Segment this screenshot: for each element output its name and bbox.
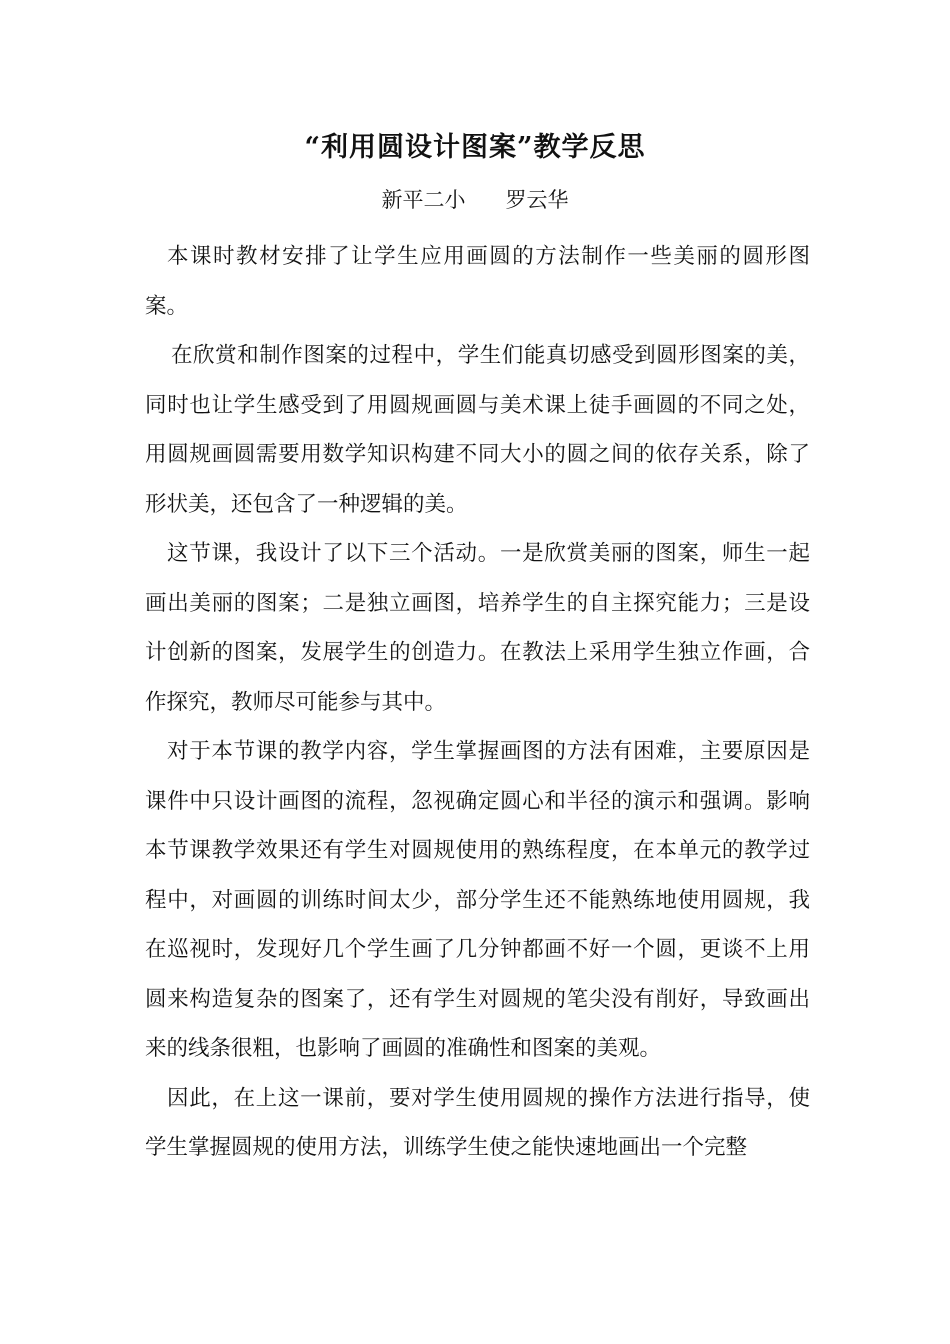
paragraph-1: 本课时教材安排了让学生应用画圆的方法制作一些美丽的圆形图案。	[145, 244, 810, 319]
paragraph-4: 对于本节课的教学内容，学生掌握画图的方法有困难，主要原因是课件中只设计画图的流程，忽视确定圆心和半径的演示和强调。影响本节课教学效果还有学生对圆规使用的熟练程度，在本单元的教学过程中，对画圆的训练时间太少，部分学生还不能熟练地使用圆规，我在巡视时，发现好几个学生画了几分钟都画不好一个圆，更谈不上用圆来构造复杂的图案了，还有学生对圆规的笔尖没有削好，导致画出来的线条很粗，也影响了画圆的准确性和图案的美观。	[145, 739, 810, 1061]
paragraph-2: 在欣赏和制作图案的过程中，学生们能真切感受到圆形图案的美，同时也让学生感受到了用圆规画圆与美术课上徒手画圆的不同之处，用圆规画圆需要用数学知识构建不同大小的圆之间的依存关系，除了形状美，还包含了一种逻辑的美。	[145, 343, 810, 517]
document-author: 新平二小 罗云华	[381, 188, 569, 212]
document-title: “利用圆设计图案”教学反思	[304, 132, 646, 163]
document-body	[145, 232, 810, 1173]
paragraph-5: 因此，在上这一课前，要对学生使用圆规的操作方法进行指导，使学生掌握圆规的使用方法，训练学生使之能快速地画出一个完整	[145, 1085, 810, 1160]
paragraph-3: 这节课，我设计了以下三个活动。一是欣赏美丽的图案，师生一起画出美丽的图案；二是独立画图，培养学生的自主探究能力；三是设计创新的图案，发展学生的创造力。在教法上采用学生独立作画，合作探究，教师尽可能参与其中。	[145, 541, 810, 715]
